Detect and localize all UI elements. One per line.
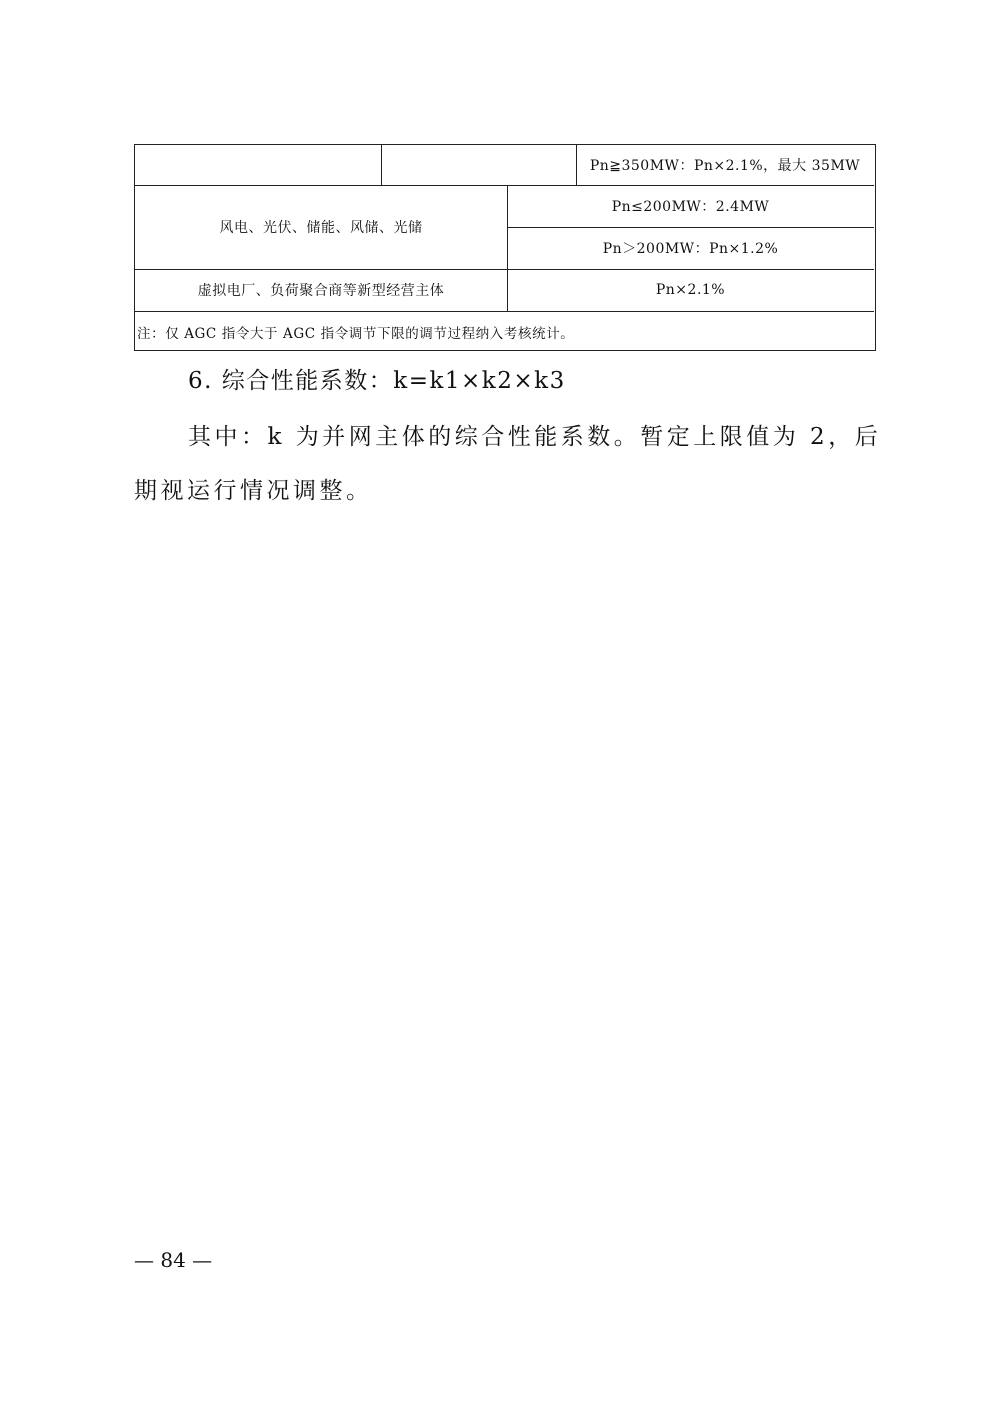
table-note: 注：仅 AGC 指令大于 AGC 指令调节下限的调节过程纳入考核统计。 bbox=[137, 325, 575, 342]
paragraph-line-2: 期视运行情况调整。 bbox=[134, 478, 373, 504]
cell-row2-value-a: Pn≤200MW：2.4MW bbox=[611, 199, 770, 215]
paragraph-line-1: 其中：k 为并网主体的综合性能系数。暂定上限值为 2，后 bbox=[188, 424, 882, 450]
page-number: — 84 — bbox=[134, 1248, 213, 1272]
cell-row3-value: Pn×2.1% bbox=[655, 282, 726, 298]
cell-row1-col3: Pn≧350MW：Pn×2.1%，最大 35MW bbox=[589, 158, 861, 174]
row-divider bbox=[135, 311, 874, 312]
cell-row3-category: 虚拟电厂、负荷聚合商等新型经营主体 bbox=[197, 283, 445, 299]
cell-row2-value-b: Pn＞200MW：Pn×1.2% bbox=[602, 241, 779, 257]
performance-table bbox=[134, 144, 876, 351]
cell-row2-category: 风电、光伏、储能、风储、光储 bbox=[219, 220, 423, 236]
cell-row1-col2 bbox=[381, 145, 576, 185]
cell-row1-col1 bbox=[135, 145, 381, 185]
section-heading: 6. 综合性能系数：k=k1×k2×k3 bbox=[188, 368, 566, 394]
